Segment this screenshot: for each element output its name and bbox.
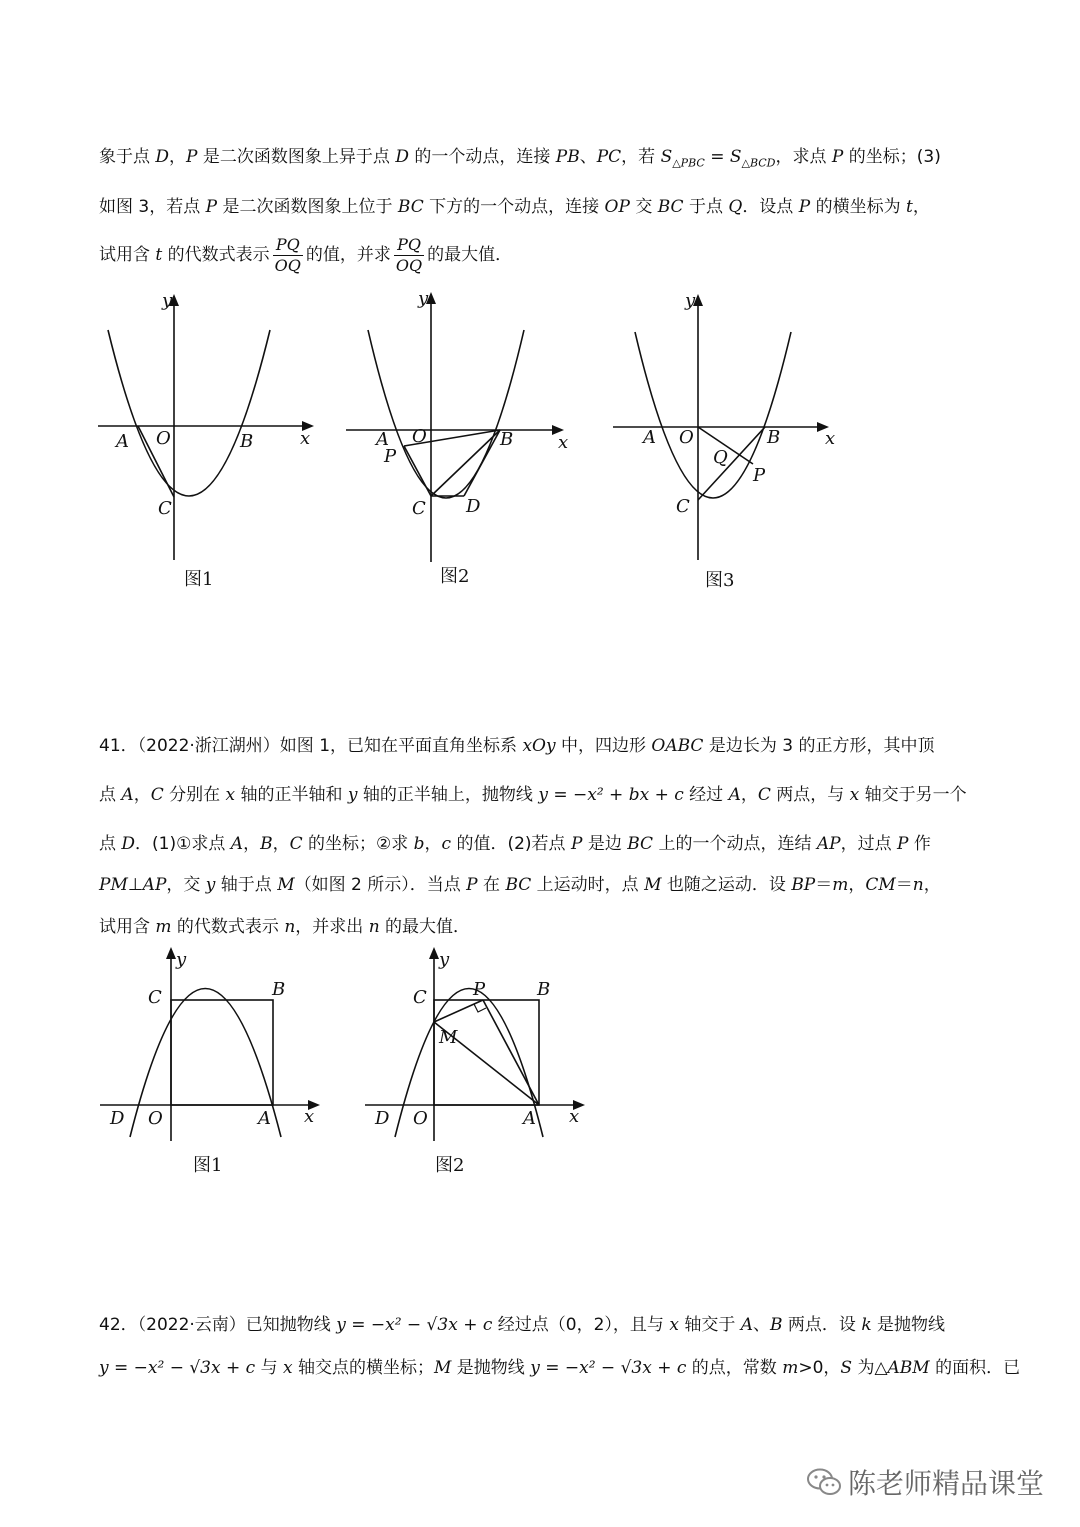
label-c: C: [412, 498, 426, 519]
watermark-text: 陈老师精品课堂: [847, 1467, 1044, 1500]
label-x: x: [558, 432, 569, 453]
label-x: x: [825, 428, 836, 449]
label-q: Q: [713, 447, 728, 468]
caption-fig2: 图2: [435, 1155, 465, 1176]
label-b: B: [240, 431, 254, 452]
label-x: x: [304, 1106, 315, 1127]
label-x: x: [569, 1106, 580, 1127]
problem-42-line-2: y = −x² − √3x + c 与 x 轴交点的横坐标；M 是抛物线 y = −x² − √3x + c 的点，常数 m>0，S 为△ABM 的面积．已: [99, 1358, 1021, 1378]
problem-40-line-3: 试用含 t 的代数式表示 $\frac{PQ}{OQ}$ 的值，并求 $\frac{PQ}{OQ}$ 的最大值．: [99, 234, 513, 275]
label-d: D: [375, 1108, 390, 1129]
label-p: P: [473, 979, 486, 1000]
figure-40-2: [340, 290, 580, 590]
label-y: y: [176, 949, 187, 970]
parabola: [368, 330, 524, 498]
caption-fig3: 图3: [705, 570, 735, 591]
parabola: [108, 330, 270, 496]
label-c: C: [676, 496, 690, 517]
problem-41-line-1: 41．（2022·浙江湖州）如图 1，已知在平面直角坐标系 xOy 中，四边形 OABC 是边长为 3 的正方形，其中顶: [99, 736, 935, 756]
label-o: O: [679, 427, 694, 448]
label-a: A: [116, 431, 129, 452]
caption-fig1: 图1: [193, 1155, 223, 1176]
wechat-icon: [806, 1467, 842, 1497]
y-axis-arrow: [429, 947, 439, 959]
watermark: [806, 1462, 1044, 1502]
label-a: A: [376, 429, 389, 450]
label-a: A: [523, 1108, 536, 1129]
problem-41-line-2: 点 A，C 分别在 x 轴的正半轴和 y 轴的正半轴上，抛物线 y = −x² + bx + c 经过 A，C 两点，与 x 轴交于另一个: [99, 785, 967, 805]
label-y: y: [162, 290, 173, 311]
label-c: C: [158, 498, 172, 519]
label-m: M: [439, 1027, 458, 1048]
fraction-pq-oq: $\frac{PQ}{OQ}$: [395, 234, 423, 275]
caption-fig1: 图1: [184, 569, 214, 590]
parabola: [635, 332, 791, 498]
segment-pm: [434, 1000, 483, 1022]
segment-pc: [404, 446, 431, 496]
label-y: y: [685, 290, 696, 311]
label-d: D: [110, 1108, 125, 1129]
problem-41-line-4: PM⊥AP，交 y 轴于点 M（如图 2 所示）．当点 P 在 BC 上运动时，点 M 也随之运动．设 BP＝m，CM＝n，: [99, 875, 941, 895]
label-b: B: [767, 427, 781, 448]
label-p: P: [384, 446, 397, 467]
figure-40-3: [605, 292, 845, 592]
label-x: x: [300, 428, 311, 449]
label-o: O: [412, 426, 427, 447]
label-o: O: [413, 1108, 428, 1129]
problem-40-line-1: 象于点 D，P 是二次函数图象上异于点 D 的一个动点，连接 PB、PC，若 $S_{\triangle PBC} = S_{\triangle BCD}$，求点 P 的坐标；(3): [99, 147, 941, 170]
label-y: y: [439, 949, 450, 970]
problem-41-line-3: 点 D．(1)①求点 A，B，C 的坐标；②求 b，c 的值．(2)若点 P 是边 BC 上的一个动点，连结 AP，过点 P 作: [99, 834, 931, 854]
segment-ap: [483, 1000, 539, 1105]
label-b: B: [537, 979, 551, 1000]
label-c: C: [148, 987, 162, 1008]
label-b: B: [272, 979, 286, 1000]
label-a: A: [258, 1108, 271, 1129]
label-b: B: [500, 429, 514, 450]
label-o: O: [156, 428, 171, 449]
figure-41-2: [365, 945, 595, 1185]
problem-42-line-1: 42．（2022·云南）已知抛物线 y = −x² − √3x + c 经过点（0，2），且与 x 轴交于 A、B 两点．设 k 是抛物线: [99, 1315, 946, 1335]
label-c: C: [413, 987, 427, 1008]
square-oabc: [171, 1000, 273, 1105]
caption-fig2: 图2: [440, 566, 470, 587]
fraction-pq-oq: $\frac{PQ}{OQ}$: [274, 234, 301, 275]
problem-41-line-5: 试用含 m 的代数式表示 n，并求出 n 的最大值．: [99, 917, 471, 937]
figure-41-1: [100, 945, 330, 1185]
y-axis-arrow: [166, 947, 176, 959]
label-o: O: [148, 1108, 163, 1129]
label-d: D: [466, 496, 481, 517]
right-angle-mark: [474, 1004, 486, 1012]
label-a: A: [643, 427, 656, 448]
segment-db: [464, 430, 500, 496]
figure-40-1: [90, 292, 320, 592]
problem-40-line-2: 如图 3，若点 P 是二次函数图象上位于 BC 下方的一个动点，连接 OP 交 BC 于点 Q．设点 P 的横坐标为 t，: [99, 197, 930, 217]
label-y: y: [418, 288, 429, 309]
label-p: P: [753, 465, 766, 486]
